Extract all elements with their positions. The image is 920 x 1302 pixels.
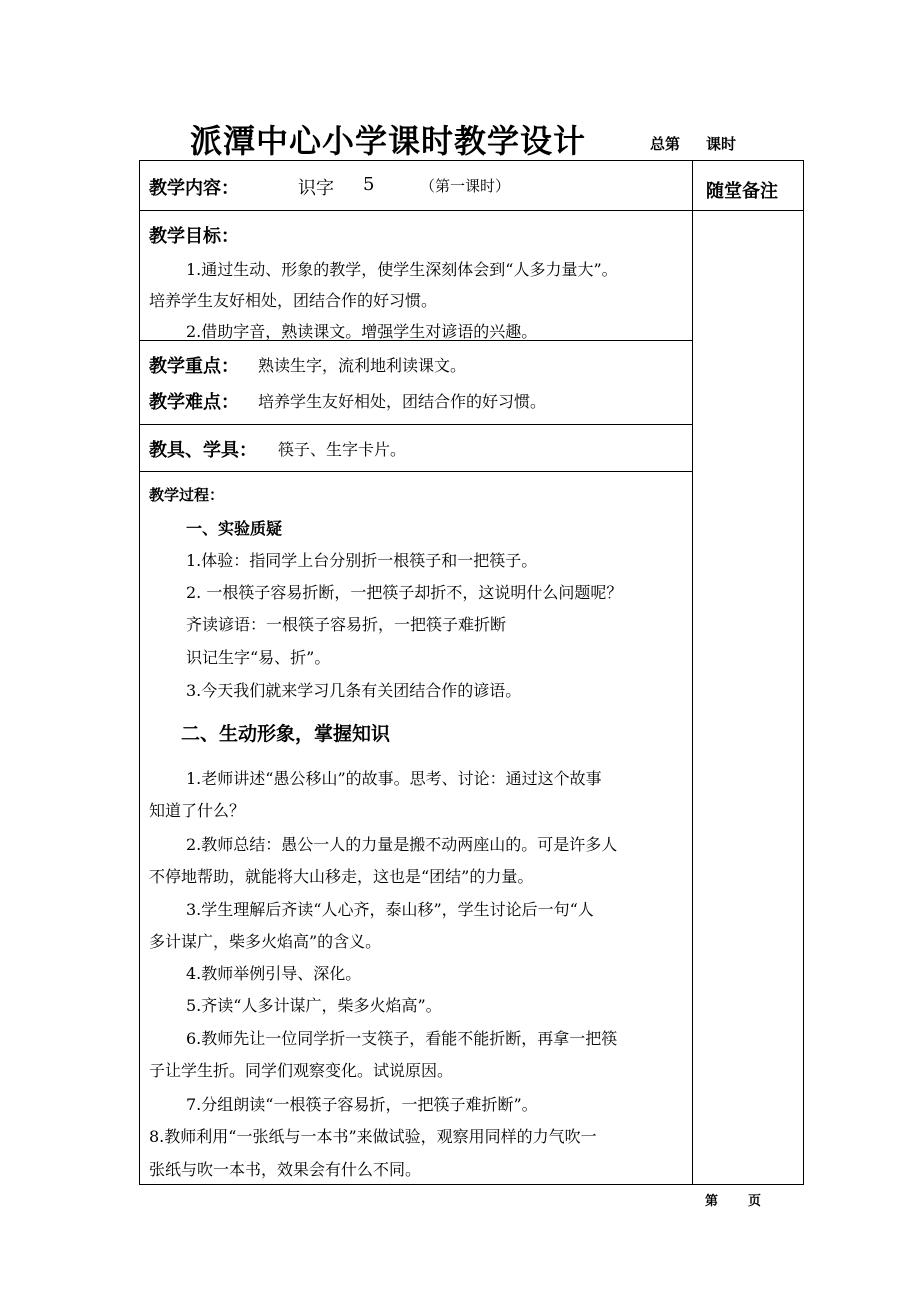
section1-line: 3.今天我们就来学习几条有关团结合作的谚语。 [186, 681, 522, 700]
content-period: （第一课时） [420, 177, 511, 195]
keypoints-text: 熟读生字，流利地利读课文。 [258, 356, 467, 375]
section2-line: 6.教师先让一位同学折一支筷子，看能不能折断，再拿一把筷 [186, 1029, 618, 1048]
content-number: 5 [363, 174, 375, 195]
difficulties-text: 培养学生友好相处，团结合作的好习惯。 [258, 392, 547, 411]
lesson-unit: 课时 [706, 135, 737, 153]
section1-line: 2. 一根筷子容易折断，一把筷子却折不，这说明什么问题呢？ [186, 583, 623, 602]
section1-line: 识记生字“易、折”。 [186, 648, 331, 667]
section2-line: 5.齐读“人多计谋广，柴多火焰高”。 [186, 996, 442, 1015]
row-divider-header [140, 210, 803, 211]
keypoints-label: 教学重点： [149, 356, 239, 377]
lesson-table [139, 160, 804, 1185]
section2-line: 7.分组朗读“一根筷子容易折，一把筷子难折断”。 [186, 1095, 538, 1114]
difficulties-label: 教学难点： [149, 392, 239, 413]
section1-heading: 一、实验质疑 [186, 519, 283, 538]
notes-header: 随堂备注 [706, 181, 778, 202]
page-label: 第 [705, 1194, 719, 1209]
tools-label: 教具、学具： [149, 440, 257, 461]
page-footer [705, 1190, 761, 1209]
objective-line: 2.借助字音，熟读课文。增强学生对谚语的兴趣。 [186, 322, 538, 341]
objectives-label: 教学目标： [149, 226, 239, 247]
page-title: 派潭中心小学课时教学设计 [190, 122, 587, 160]
section2-line: 4.教师举例引导、深化。 [186, 964, 362, 983]
tools-text: 筷子、生字卡片。 [278, 440, 407, 459]
section2-line: 知道了什么？ [149, 801, 246, 820]
notes-column-divider [692, 161, 693, 1184]
lesson-count [650, 133, 736, 154]
section2-line: 2.教师总结：愚公一人的力量是搬不动两座山的。可是许多人 [186, 835, 618, 854]
section2-line: 多计谋广，柴多火焰高”的含义。 [149, 932, 382, 951]
section2-line: 张纸与吹一本书，效果会有什么不同。 [149, 1160, 422, 1179]
content-subject: 识字 [298, 178, 334, 199]
section2-heading: 二、生动形象，掌握知识 [181, 723, 391, 745]
total-label: 总第 [650, 135, 681, 153]
page-unit: 页 [748, 1194, 762, 1209]
section1-line: 1.体验：指同学上台分别折一根筷子和一把筷子。 [186, 551, 538, 570]
section2-line: 3.学生理解后齐读“人心齐，泰山移”，学生讨论后一句“人 [186, 900, 594, 919]
row-divider-keypoints [140, 424, 692, 425]
process-label: 教学过程： [149, 486, 225, 504]
objective-line: 培养学生友好相处，团结合作的好习惯。 [149, 291, 438, 310]
section2-line: 1.老师讲述“愚公移山”的故事。思考、讨论：通过这个故事 [186, 769, 602, 788]
section2-line: 子让学生折。同学们观察变化。试说原因。 [149, 1061, 454, 1080]
objective-line: 1.通过生动、形象的教学，使学生深刻体会到“人多力量大”。 [186, 260, 618, 279]
section2-line: 不停地帮助，就能将大山移走，这也是“团结”的力量。 [149, 867, 534, 886]
section1-line: 齐读谚语：一根筷子容易折，一把筷子难折断 [186, 615, 507, 634]
section2-line: 8.教师利用“一张纸与一本书”来做试验，观察用同样的力气吹一 [149, 1127, 597, 1146]
content-label: 教学内容： [149, 178, 239, 199]
row-divider-tools [140, 471, 692, 472]
